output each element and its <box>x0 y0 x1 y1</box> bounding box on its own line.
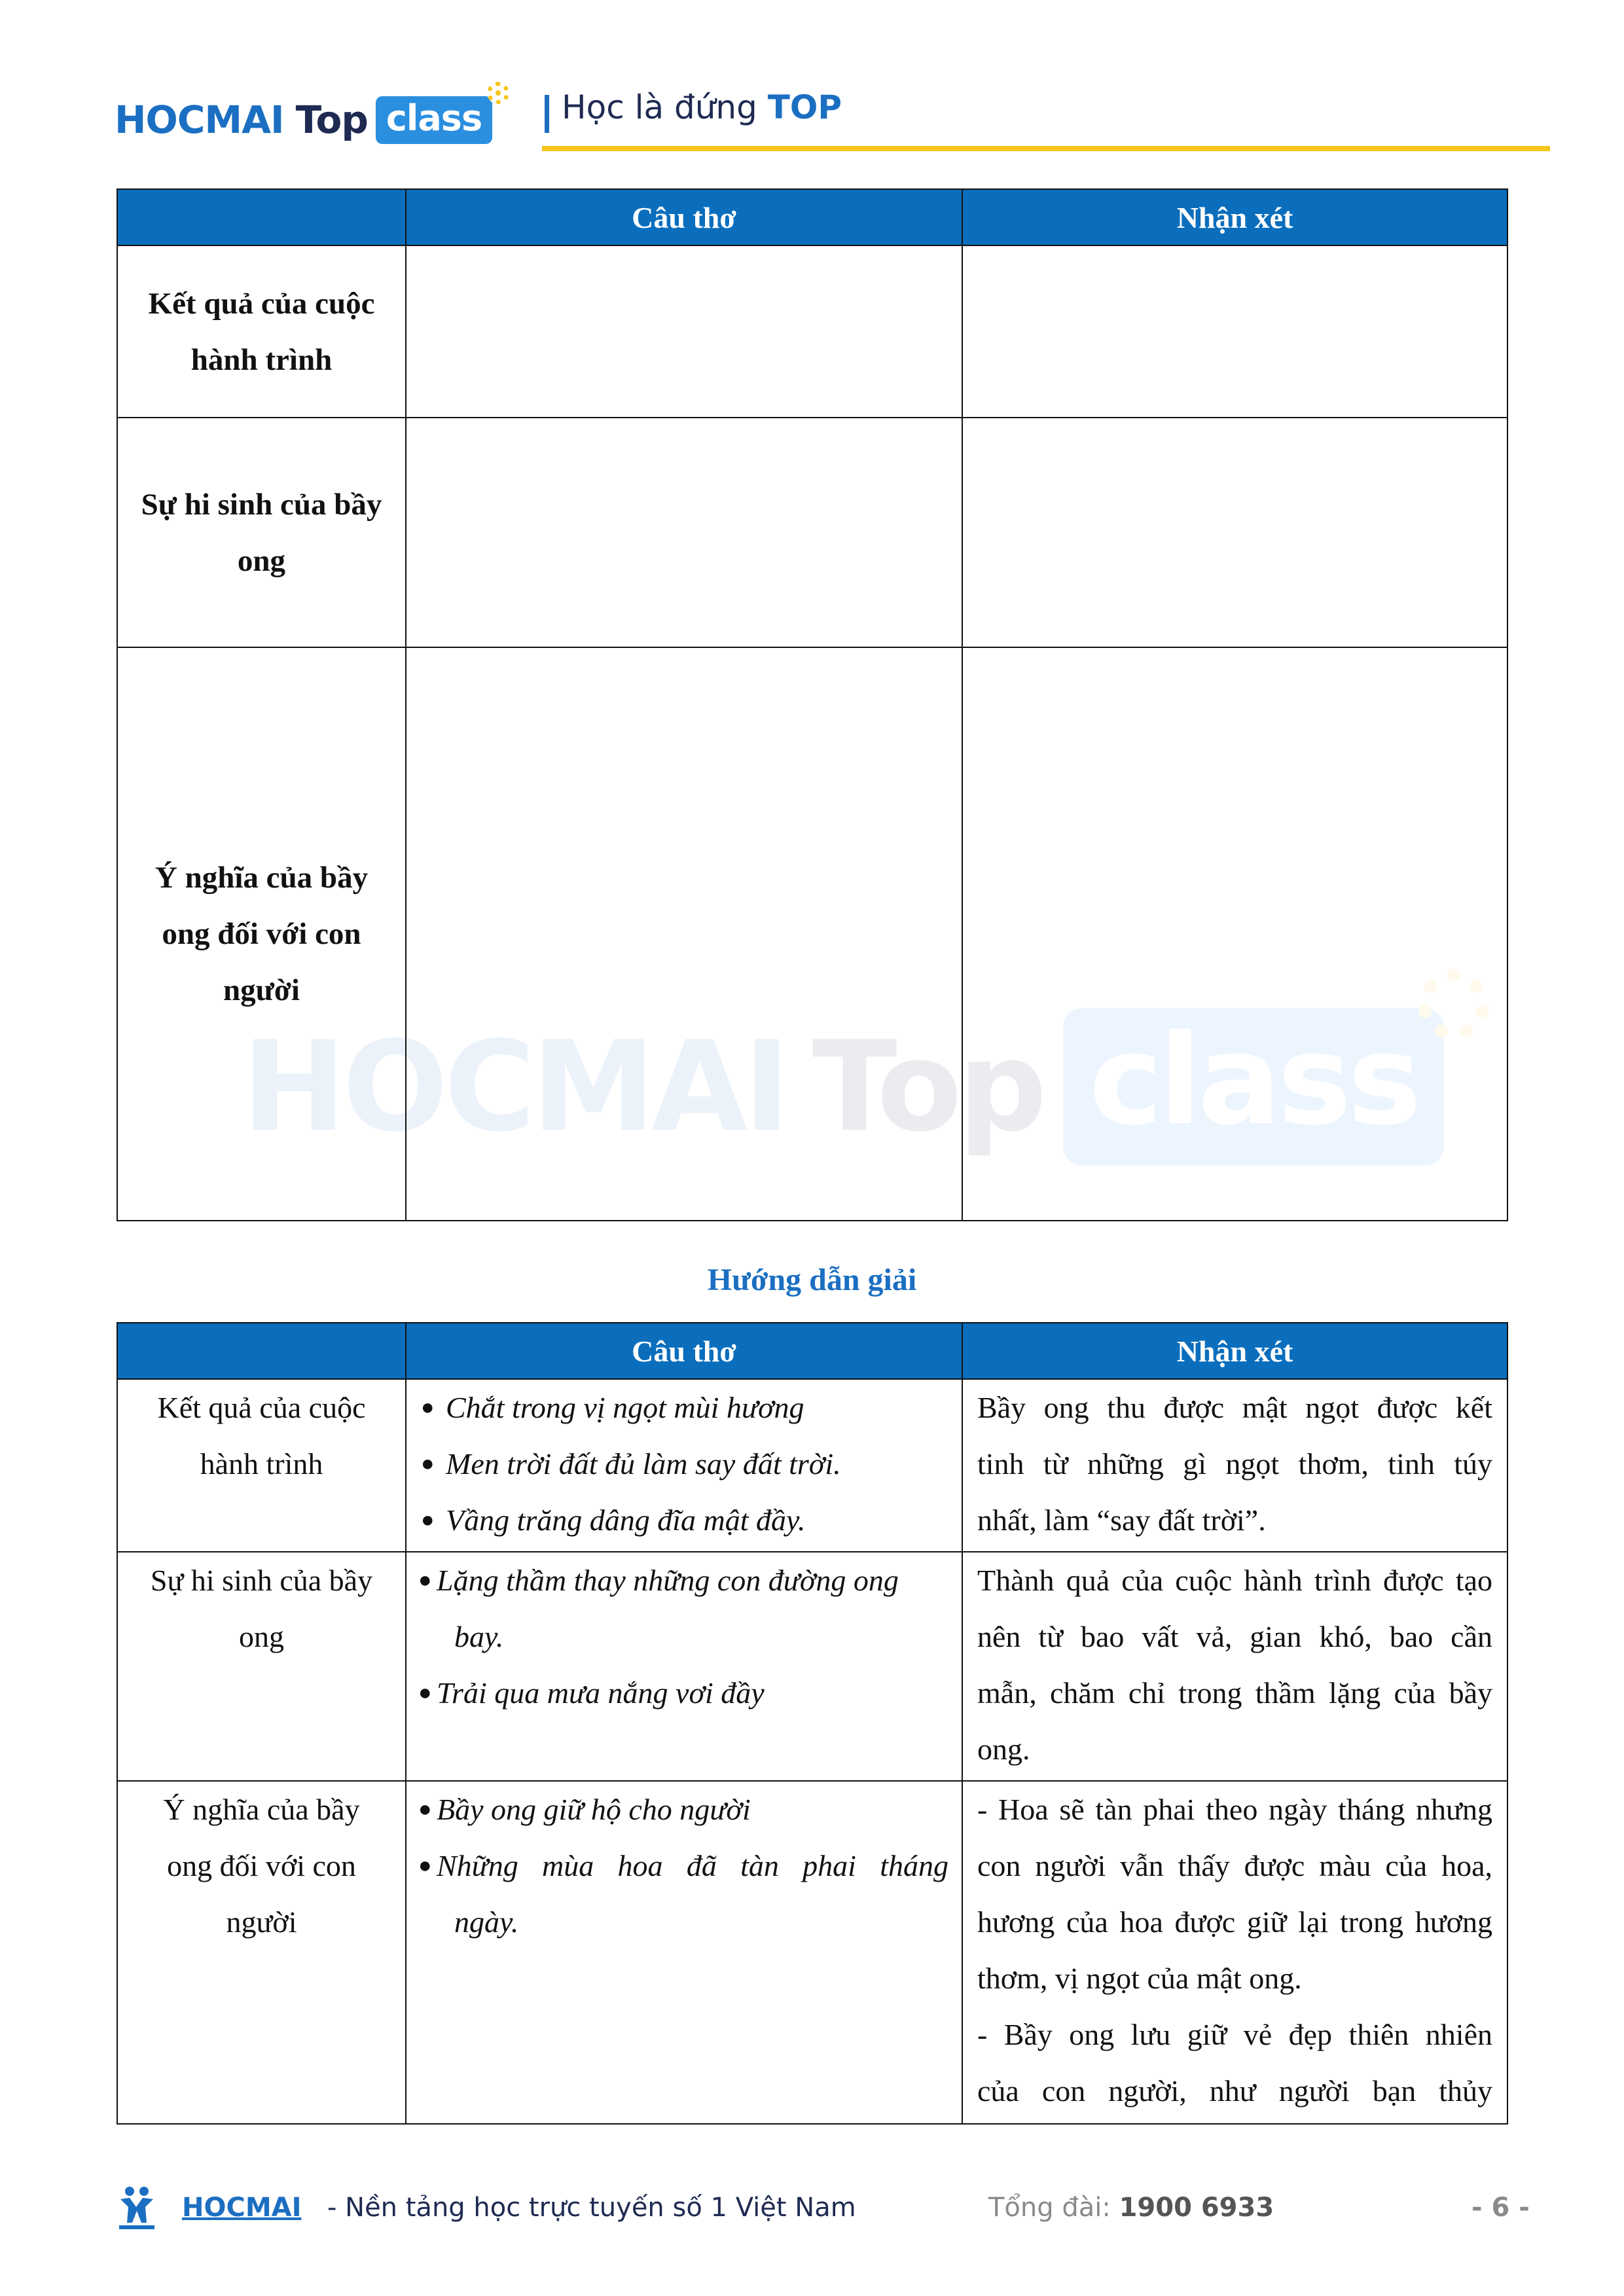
header-cell-blank <box>117 189 406 245</box>
poem-text: Men trời đất đủ làm say đất trời. <box>446 1447 841 1480</box>
row-label-line: Sự hi sinh của bầy <box>150 1564 373 1597</box>
table-row <box>117 1781 1507 2124</box>
answer-cell-comment[interactable] <box>962 647 1507 1221</box>
logo-class-badge <box>376 96 492 144</box>
row-label-line: hành trình <box>190 342 333 377</box>
answer-cell-poem[interactable] <box>406 245 962 418</box>
hotline-number: 1900 6933 <box>1119 2193 1274 2223</box>
row-label-line: Kết quả của cuộc <box>157 1391 366 1424</box>
answer-cell-poem[interactable] <box>406 418 962 647</box>
answer-cell-poem[interactable] <box>406 647 962 1221</box>
comment-line: Bầy ong thu được mật ngọt được kết <box>977 1391 1492 1424</box>
row-label-line: ong đối với con <box>162 917 361 951</box>
comment-cell <box>962 1379 1507 1552</box>
footer-brand[interactable]: HOCMAI <box>182 2193 302 2223</box>
poem-line <box>418 1838 948 1894</box>
comment-cell <box>962 1781 1507 2124</box>
comment-line: mẫn, chăm chỉ trong thầm lặng của bầy <box>977 1676 1492 1710</box>
comment-cell <box>962 1552 1507 1781</box>
row-label-line: ong đối với con <box>167 1849 356 1882</box>
poem-line <box>418 1665 948 1721</box>
poem-text: Bầy ong giữ hộ cho người <box>437 1793 751 1826</box>
worksheet-table <box>117 188 1508 1221</box>
header-cell-poem: Câu thơ <box>406 189 962 245</box>
bullet-icon: ● <box>421 1452 435 1476</box>
poem-line <box>421 1492 948 1549</box>
header-cell-comment: Nhận xét <box>962 189 1507 245</box>
row-label <box>117 1552 406 1781</box>
row-label <box>117 1379 406 1552</box>
poem-cell <box>406 1379 962 1552</box>
poem-text: Vầng trăng dâng đĩa mật đầy. <box>446 1503 806 1537</box>
watermark-class-text: class <box>1089 1008 1418 1153</box>
answer-table <box>117 1322 1508 2125</box>
gear-icon <box>487 82 509 104</box>
footer-tagline: - Nền tảng học trực tuyến số 1 Việt Nam <box>327 2193 856 2223</box>
answer-cell-comment[interactable] <box>962 418 1507 647</box>
comment-line: - Hoa sẽ tàn phai theo ngày tháng nhưng <box>977 1793 1492 1826</box>
header-underline <box>542 146 1550 151</box>
logo-class-text: class <box>386 97 482 139</box>
hocmai-people-icon <box>117 2185 157 2231</box>
row-label-line: người <box>223 973 300 1007</box>
row-label-line: Ý nghĩa của bầy <box>154 861 369 895</box>
table-row <box>117 1552 1507 1781</box>
slogan <box>562 88 842 126</box>
poem-cell <box>406 1781 962 2124</box>
header-cell-blank <box>117 1323 406 1379</box>
row-label <box>117 245 406 418</box>
logo-top-text: Top <box>295 98 368 142</box>
comment-line: - Bầy ong lưu giữ vẻ đẹp thiên nhiên <box>977 2018 1492 2051</box>
comment-line: hương của hoa được giữ lại trong hương <box>977 1905 1492 1939</box>
comment-line: ong. <box>977 1732 1030 1766</box>
poem-line <box>418 1782 948 1838</box>
guide-title: Hướng dẫn giải <box>707 1263 917 1297</box>
row-label-line: Ý nghĩa của bầy <box>163 1793 360 1826</box>
table-header-row <box>117 189 1507 245</box>
comment-line: Thành quả của cuộc hành trình được tạo <box>977 1564 1492 1597</box>
poem-line <box>421 1436 948 1492</box>
row-label-line: Kết quả của cuộc <box>148 286 375 321</box>
row-label-line: ong <box>239 1620 284 1653</box>
comment-line: nên từ bao vất vả, gian khó, bao cần <box>977 1620 1492 1653</box>
row-label-line: hành trình <box>200 1447 323 1480</box>
hocmai-topclass-logo <box>115 90 492 149</box>
page-number: - 6 - <box>1471 2193 1530 2223</box>
bullet-icon: ● <box>418 1681 432 1705</box>
poem-text: ngày. <box>454 1905 519 1939</box>
table-row <box>117 245 1507 418</box>
row-label-line: ong <box>237 543 286 578</box>
table-row <box>117 1379 1507 1552</box>
watermark-top-text: Top <box>812 1014 1043 1159</box>
comment-line: thơm, vị ngọt của mật ong. <box>977 1962 1302 1995</box>
comment-line: con người vẫn thấy được màu của hoa, <box>977 1849 1492 1882</box>
poem-line <box>418 1552 948 1609</box>
slogan-divider <box>545 95 549 133</box>
bullet-icon: ● <box>418 1568 432 1592</box>
poem-cell <box>406 1552 962 1781</box>
poem-text: Chắt trong vị ngọt mùi hương <box>446 1391 804 1424</box>
table-row <box>117 647 1507 1221</box>
row-label <box>117 1781 406 2124</box>
page-footer <box>0 2186 1624 2238</box>
table-header-row <box>117 1323 1507 1379</box>
bullet-icon: ● <box>421 1395 435 1420</box>
poem-text: Trải qua mưa nắng vơi đầy <box>437 1676 765 1710</box>
logo-brand-text: HOCMAI <box>115 98 284 142</box>
comment-line: tinh từ những gì ngọt thơm, tinh túy <box>977 1447 1492 1480</box>
table-row <box>117 418 1507 647</box>
row-label-line: Sự hi sinh của bầy <box>141 487 382 522</box>
poem-text: Lặng thầm thay những con đường ong <box>437 1564 899 1597</box>
bullet-icon: ● <box>418 1797 432 1821</box>
row-label-line: người <box>226 1905 297 1939</box>
bullet-icon: ● <box>421 1508 435 1532</box>
hotline-label: Tổng đài: <box>988 2193 1111 2223</box>
header-cell-comment: Nhận xét <box>962 1323 1507 1379</box>
slogan-emphasis: TOP <box>767 88 842 126</box>
comment-line: nhất, làm “say đất trời”. <box>977 1503 1266 1537</box>
comment-line: của con người, như người bạn thủy <box>977 2074 1492 2108</box>
row-label <box>117 418 406 647</box>
poem-text: Những mùa hoa đã tàn phai tháng <box>437 1849 948 1882</box>
bullet-icon: ● <box>418 1854 432 1878</box>
poem-text: bay. <box>454 1620 504 1653</box>
row-label <box>117 647 406 1221</box>
watermark-brand-text: HOCMAI <box>242 1014 786 1159</box>
slogan-prefix: Học là đứng <box>562 88 757 126</box>
answer-cell-comment[interactable] <box>962 245 1507 418</box>
footer-hotline <box>988 2193 1274 2223</box>
poem-line <box>421 1380 948 1436</box>
header-cell-poem: Câu thơ <box>406 1323 962 1379</box>
